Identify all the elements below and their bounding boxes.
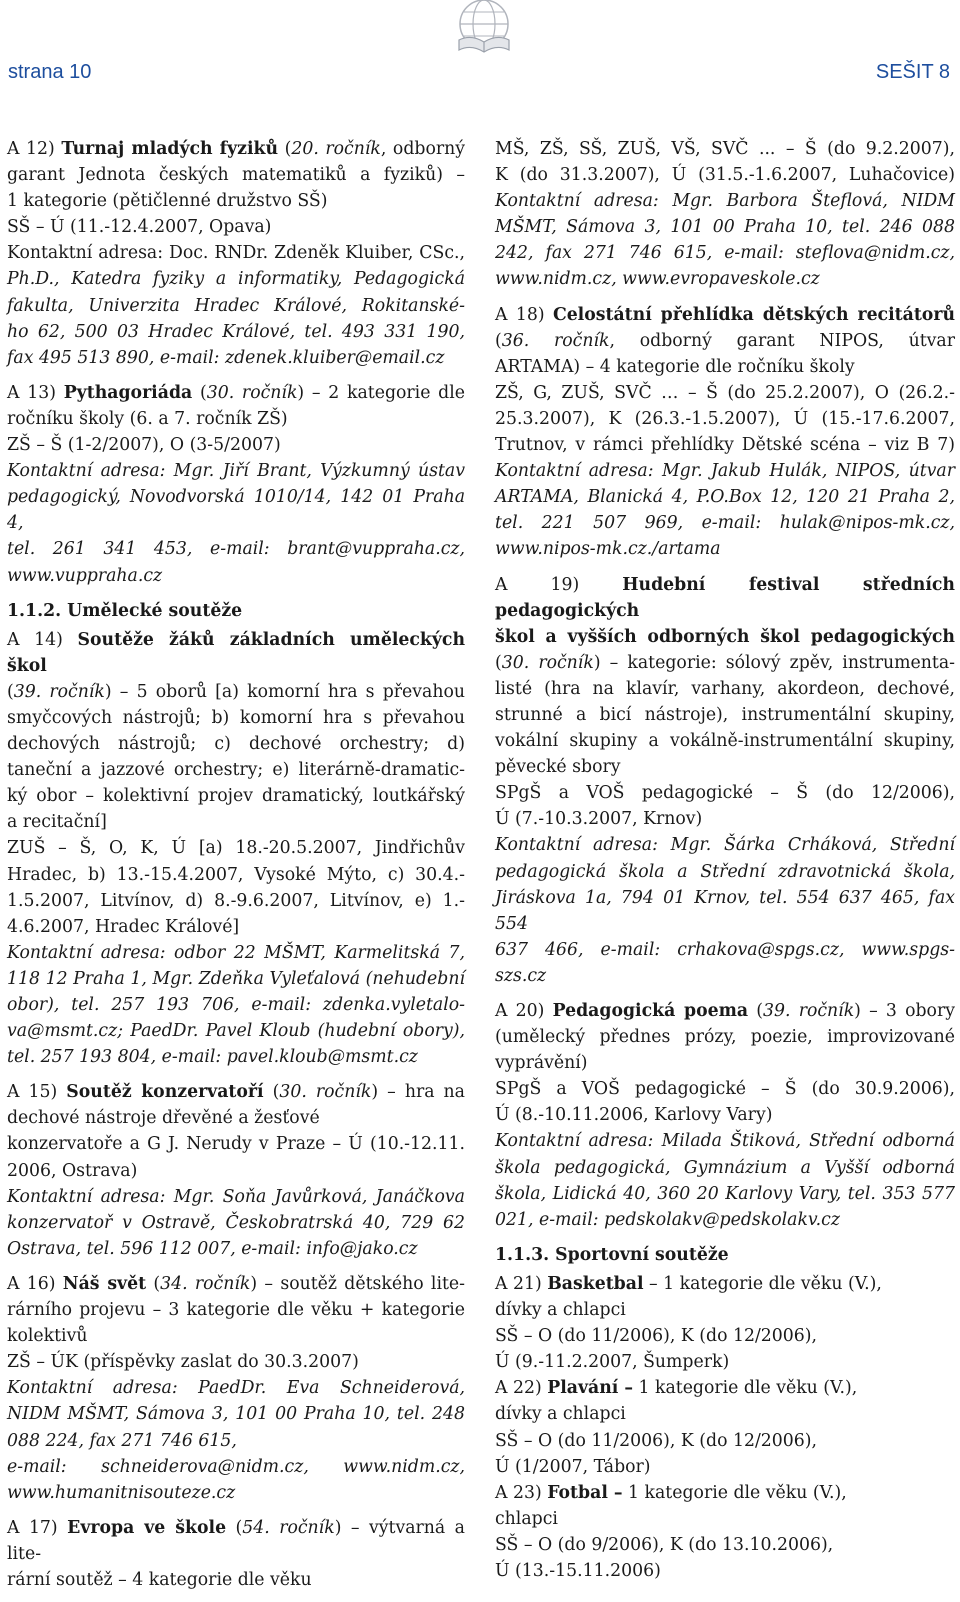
entry-a13: A 13) Pythagoriáda (30. ročník) – 2 kategorie dle ročníku školy (6. a 7. ročník ZŠ) ZŠ – Š (1-2/2007), O (3-5/2007) Kontaktní adresa: Mgr. Jiří Brant, Výzkumný ústav pedagogický, Novodvorská 1010/14, 142 01 Praha 4, tel. 261 341 453, e-mail: brant@vuppraha.cz, www.vuppraha.cz — [7, 382, 465, 586]
globe-book-icon — [451, 0, 517, 62]
booklet-number: SEŠIT 8 — [875, 61, 950, 83]
entry-title: Turnaj mladých fyziků — [61, 139, 279, 159]
entry-title: Soutěž konzervatoří — [66, 1082, 264, 1103]
entry-title: Hudební festival středních pedagogických — [495, 574, 955, 621]
entry-title: Fotbal – — [547, 1482, 623, 1503]
entry-title: Plavání – — [547, 1378, 633, 1399]
entry-title: Soutěže žáků základních uměleckých škol — [7, 629, 466, 676]
entry-a19: A 19) Hudební festival středních pedagogických škol a vyšších odborných škol pedagogických (30. ročník) – kategorie: sólový zpěv, instrumenta- listé (hra na klavír, varhany, akordeon, dechové, strunné a bicí nástroje), instrumentální skupiny, vokální skupiny a vokálně-instrumentální skupiny, pěvecké sbory SPgŠ a VOŠ pedagogické – Š (do 12/2006), Ú (7.-10.3.2007, Krnov) Kontaktní adresa: Mgr. Šárka Crháková, Střední pedagogická škola a Střední zdravotnická škola, Jiráskova 1a, 794 01 Krnov, tel. 554 637 465, fax 554 637 466, e-mail: crhakova@spgs.cz, www.spgs-szs.cz — [495, 574, 955, 986]
entry-title: Basketbal — [547, 1273, 644, 1294]
entry-a18: A 18) Celostátní přehlídka dětských recitátorů (36. ročník, odborný garant NIPOS, útvar ARTAMA) – 4 kategorie dle ročníku školy ZŠ, G, ZUŠ, SVČ … – Š (do 25.2.2007), O (26.2.- 25.3.2007), K (26.3.-1.5.2007), Ú (15.-17.6.2007, Trutnov, v rámci přehlídky Dětské scéna – viz B 7) Kontaktní adresa: Mgr. Jakub Hulák, NIPOS, útvar ARTAMA, Blanická 4, P.O.Box 12, 120 21 Praha 2, tel. 221 507 969, e-mail: hulak@nipos-mk.cz, www.nipos-mk.cz./artama — [495, 304, 956, 560]
page-number: strana 10 — [8, 61, 92, 83]
section-art-competitions: 1.1.2. Umělecké soutěže A 14) Soutěže žáků základních uměleckých škol (39. ročník) – 5 oborů [a) komorní hra s převahou smyčcových nástrojů; b) komorní hra s převahou dechových nástrojů; c) dechové orchestry; d) taneční a jazzové orchestry; e) literárně-dramatic- ký obor – kolektivní projev dramatický, loutkářský a recitační] ZUŠ – Š, O, K, Ú [a) 18.-20.5.2007, Jindřichův Hradec, b) 13.-15.4.2007, Vysoké Mýto, c) 30.4.- 1.5.2007, Litvínov, d) 8.-9.6.2007, Litvínov, e) 1.- 4.6.2007, Hradec Králové] Kontaktní adresa: odbor 22 MŠMT, Karmelitská 7, 118 12 Praha 1, Mgr. Zdeňka Vyleťalová (nehudební obor), tel. 257 193 706, e-mail: zdenka.vyletalo- va@msmt.cz; PaedDr. Pavel Kloub (hudební obory), tel. 257 193 804, e-mail: pavel.kloub@msmt.cz — [7, 598, 465, 1071]
page-header — [0, 0, 960, 105]
section-heading: 1.1.2. Umělecké soutěže — [7, 600, 243, 621]
entry-title: Pythagoriáda — [63, 382, 193, 403]
entry-title: Celostátní přehlídka dětských recitátorů — [552, 304, 956, 325]
entry-a16: A 16) Náš svět (34. ročník) – soutěž dětského lite- rárního projevu – 3 kategorie dle věku + kategorie kolektivů ZŠ – ÚK (příspěvky zaslat do 30.3.2007) Kontaktní adresa: PaedDr. Eva Schneiderová, NIDM MŠMT, Sámova 3, 101 00 Praha 10, tel. 248 088 224, fax 271 746 615, e-mail: schneiderova@nidm.cz, www.nidm.cz, www.humanitnisouteze.cz — [7, 1273, 465, 1503]
right-column — [495, 136, 955, 1593]
entry-title: Evropa ve škole — [67, 1517, 227, 1538]
entry-a17: A 17) Evropa ve škole (54. ročník) – výtvarná a lite- rární soutěž – 4 kategorie dle věku — [7, 1517, 465, 1590]
entry-title: Pedagogická poema — [552, 1001, 749, 1021]
section-heading: 1.1.3. Sportovní soutěže — [495, 1244, 729, 1265]
entry-a17-continued: MŠ, ZŠ, SŠ, ZUŠ, VŠ, SVČ ... – Š (do 9.2.2007), K (do 31.3.2007), Ú (31.5.-1.6.2007, Luhačovice) Kontaktní adresa: Mgr. Barbora Šteflová, NIDM MŠMT, Sámova 3, 101 00 Praha 10, tel. 246 088 242, fax 271 746 615, e-mail: steflova@nidm.cz, www.nidm.cz, www.evropaveskole.cz — [495, 139, 955, 290]
entry-title: Náš svět — [62, 1273, 147, 1294]
entry-a15: A 15) Soutěž konzervatoří (30. ročník) – hra na dechové nástroje dřevěné a žesťové konzervatoře a G J. Nerudy v Praze – Ú (10.-12.11. 2006, Ostrava) Kontaktní adresa: Mgr. Soňa Javůrková, Janáčkova konzervatoř v Ostravě, Českobratrská 40, 729 62 Ostrava, tel. 596 112 007, e-mail: info@jako.cz — [7, 1082, 465, 1259]
entry-a20: A 20) Pedagogická poema (39. ročník) – 3 obory (umělecký přednes prózy, poezie, improvizované vyprávění) SPgŠ a VOŠ pedagogické – Š (do 30.9.2006), Ú (8.-10.11.2006, Karlovy Vary) Kontaktní adresa: Milada Štiková, Střední odborná škola pedagogická, Gymnázium a Vyšší odborná škola, Lidická 40, 360 20 Karlovy Vary, tel. 353 577 021, e-mail: pedskolakv@pedskolakv.cz — [495, 1001, 955, 1230]
left-column — [7, 136, 465, 1602]
entry-a12: A 12) Turnaj mladých fyziků (20. ročník, odborný garant Jednota českých matematiků a fyziků) – 1 kategorie (pětičlenné družstvo SŠ) SŠ – Ú (11.-12.4.2007, Opava) Kontaktní adresa: Doc. RNDr. Zdeněk Kluiber, CSc., Ph.D., Katedra fyziky a informatiky, Pedagogická fakulta, Univerzita Hradec Králové, Rokitanské- ho 62, 500 03 Hradec Králové, tel. 493 331 190, fax 495 513 890, e-mail: zdenek.kluiber@email.cz — [7, 139, 466, 368]
section-sport-competitions: 1.1.3. Sportovní soutěže A 21) Basketbal – 1 kategorie dle věku (V.), dívky a chlapci SŠ – O (do 11/2006), K (do 12/2006), Ú (9.-11.2.2007, Šumperk) A 22) Plavání – 1 kategorie dle věku (V.), dívky a chlapci SŠ – O (do 11/2006), K (do 12/2006), Ú (1/2007, Tábor) A 23) Fotbal – 1 kategorie dle věku (V.), chlapci SŠ – O (do 9/2006), K (do 13.10.2006), Ú (13.-15.11.2006) — [495, 1242, 955, 1584]
